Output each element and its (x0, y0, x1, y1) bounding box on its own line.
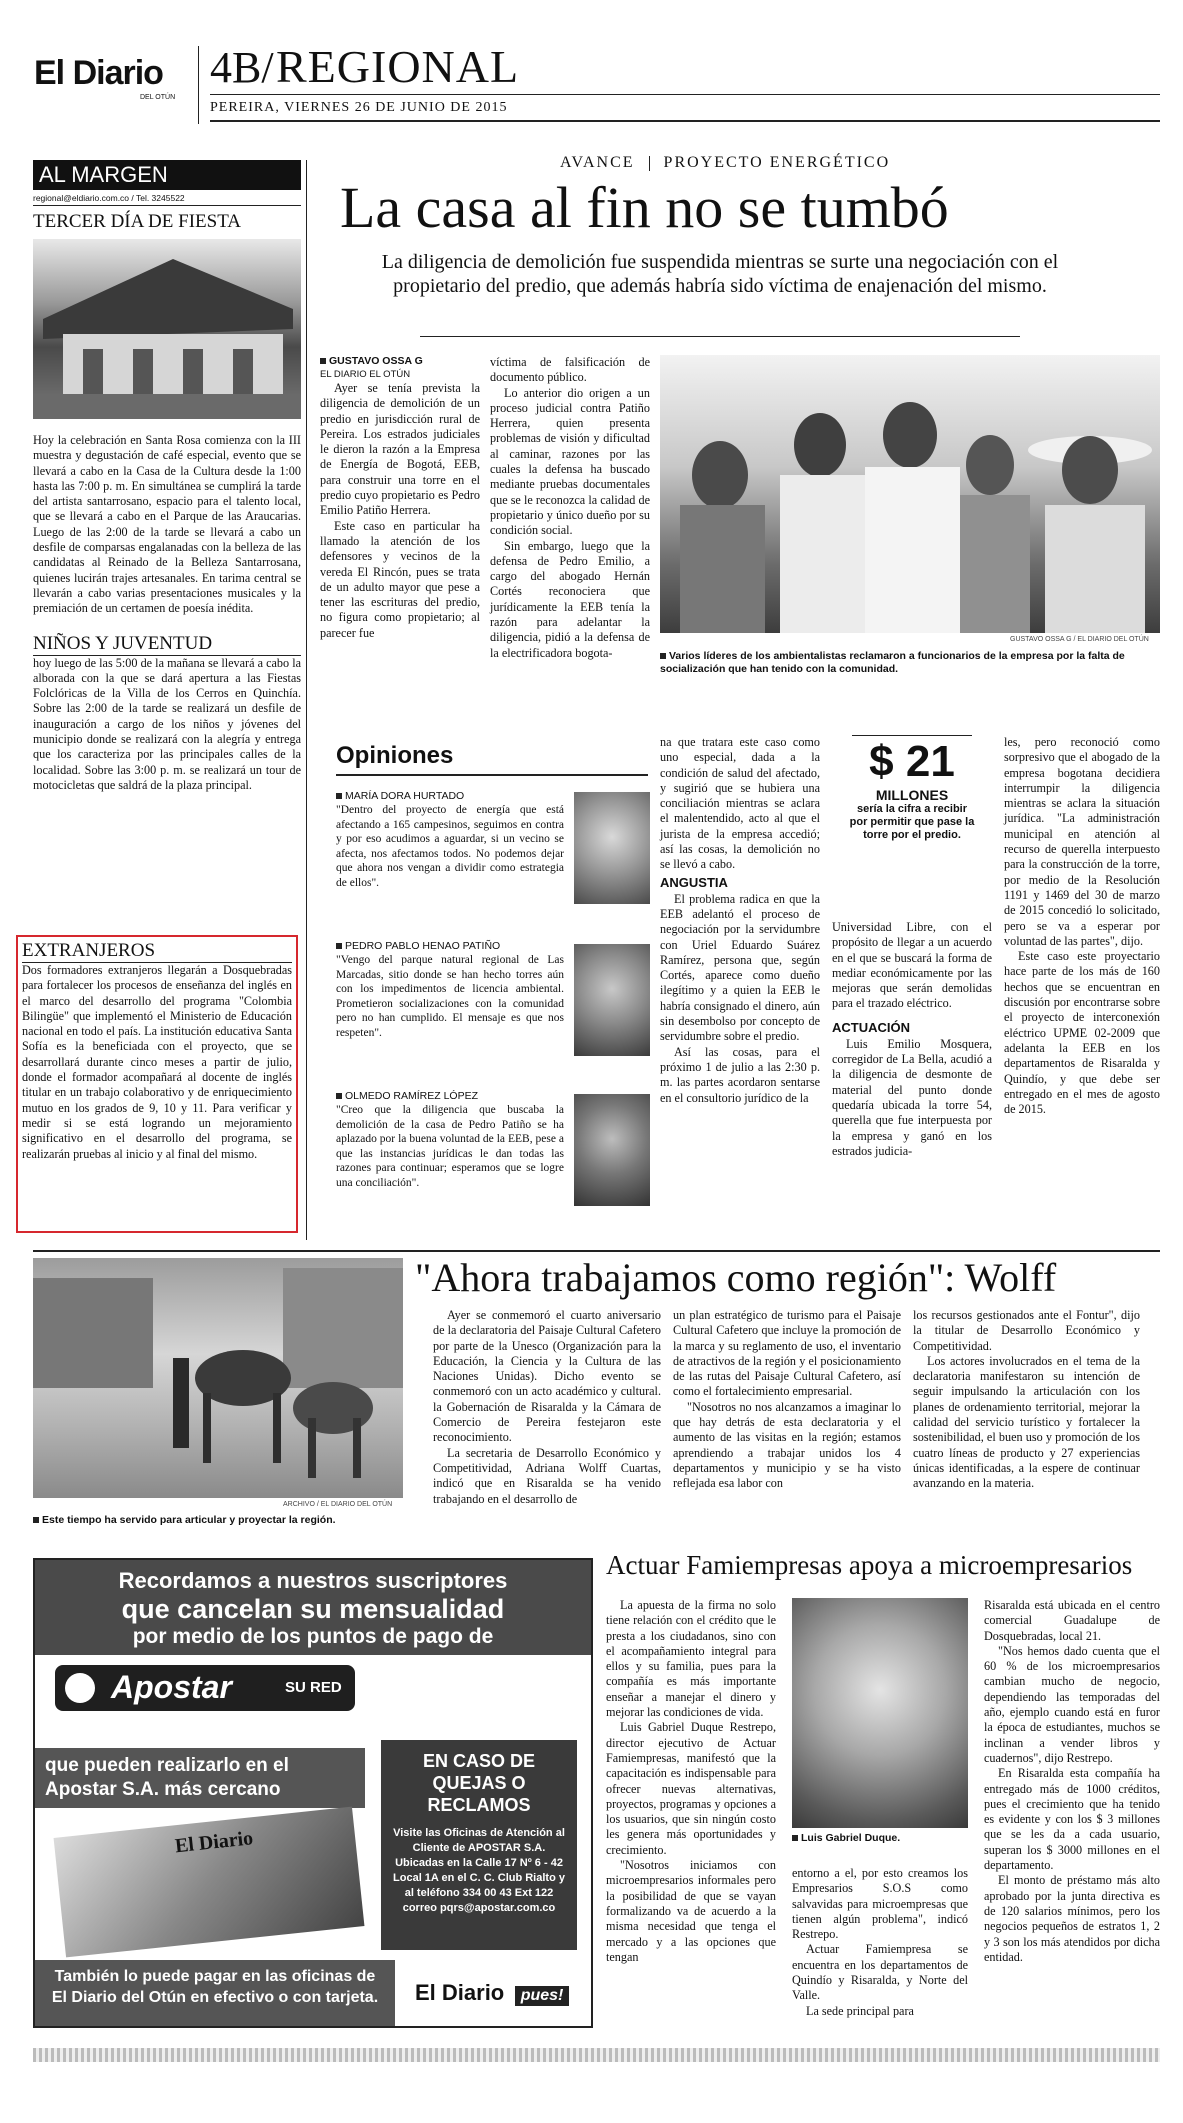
opinion-quote: "Creo que la diligencia que buscaba la demolición de la casa de Pedro Patiño se ha aplazado por la buena voluntad de la EEB, pese a que las instancias jurídicas le dan todas las razones para continuar; esperamos que se logre una conciliación". (336, 1104, 564, 1189)
ad-line2: que cancelan su mensualidad (121, 1594, 505, 1624)
col1b-text: Este caso en particular ha llamado la atención de los defensores y vecinos de la vereda El Rincón, pues se trata de un adulto mayor que pese a tener las escrituras del predio, no figura como propietario; al parecer fue (320, 518, 480, 640)
subhead-actuacion: ACTUACIÓN (832, 1019, 910, 1035)
footer-logo: El Diario (415, 1980, 505, 2005)
opinion-quote: "Dentro del proyecto de energía que está afectando a 165 campesinos, seguimos en contra y por eso acudimos a aguardar, si un vecino se afecta, nos afectamos todos. No podemos dejar que ahora nos vengan a dividir como estrategia de ellos". (336, 804, 564, 889)
photo-caption-text: Varios líderes de los ambientalistas reclamaron a funcionarios de la empresa por la falta de socialización que han tenido con la comunidad. (660, 650, 1125, 675)
col1-text: Ayer se tenía prevista la diligencia de demolición de un predio en jurisdicción rural de Pereira. Los estrados judiciales le dieron la razón a la Empresa de Energía de Bogotá, EEB, para construir una torre en el predio cuyo propietario es Pedro Emilio Patiño Herrera. (320, 381, 480, 518)
masthead-logo: El Diario (34, 54, 163, 92)
author-org: EL DIARIO EL OTÚN (320, 369, 411, 380)
newspaper-logo: El Diario (173, 1827, 255, 1858)
col4a-text: Universidad Libre, con el propósito de llegar a un acuerdo en el que se buscará la forma de mediar económicamente por las mejoras que serán demolidas para el trazado eléctrico. (832, 920, 992, 1011)
kicker (560, 154, 890, 172)
dateline: PEREIRA, VIERNES 26 DE JUNIO DE 2015 (210, 100, 508, 115)
horses-photo (33, 1258, 403, 1498)
house-illustration (33, 239, 301, 419)
author: GUSTAVO OSSA G (329, 355, 423, 367)
photo-caption-text: Este tiempo ha servido para articular y proyectar la región. (42, 1514, 336, 1526)
section-title: NIÑOS Y JUVENTUD (33, 633, 301, 656)
complaints-box (381, 1740, 577, 1950)
col3c-text: Así las cosas, para el próximo 1 de julio a las 2:30 p. m. las partes acordaron sentarse en el consultorio jurídico de la (660, 1044, 820, 1105)
wolff-col2b: "Nosotros no nos alcanzamos a imaginar lo que hay detrás de esta declaratoria y el aumento de las visitas en la región; estamos aprendiendo a trabajar unidos los 4 departamentos y municipio y se ha visto reflejada esa labor con (673, 1399, 901, 1491)
subhead-angustia: ANGUSTIA (660, 874, 728, 890)
portrait-photo (792, 1598, 968, 1828)
section-title: EXTRANJEROS (22, 940, 292, 963)
opinion-name: OLMEDO RAMÍREZ LÓPEZ (345, 1090, 479, 1102)
fami-article (606, 1550, 1160, 2050)
opinion-name: MARÍA DORA HURTADO (345, 790, 465, 802)
fami-col3c: En Risaralda esta compañía ha entregado más de 1000 créditos, pues el crecimiento que ha tenido es evidente y con los $ 3 millones que se les da a cada usuario, superan los $ 3000 millones en el departamento. (984, 1766, 1160, 1873)
page-number: 4B/ (210, 43, 274, 92)
newspaper-stack (54, 1807, 365, 1958)
fact-text: sería la cifra a recibir por permitir que pase la torre por el predio. (849, 803, 975, 841)
col3b-text: El problema radica en que la EEB adelantó el proceso de negociación por la servidumbre con Uriel Eduardo Suárez Ramírez, persona que, según Cortés, aparece como dueño ilegítimo y a quien la EEB le habría consignado el dinero, aún sin desembolso por concepto de servidumbre sobre el predio. (660, 891, 820, 1044)
ad-line1: Recordamos a nuestros suscriptores (118, 1568, 508, 1593)
sidebar-header: AL MARGEN (33, 160, 301, 190)
house-photo (33, 239, 301, 419)
photo-credit: ARCHIVO / EL DIARIO DEL OTÚN (283, 1501, 393, 1508)
opinion-item (336, 1090, 648, 1230)
complaints-title: EN CASO DE QUEJAS O RECLAMOS (422, 1751, 536, 1815)
sidebar (33, 160, 301, 793)
fami-headline: Actuar Famiempresas apoya a microempresarios (606, 1550, 1133, 1580)
kicker-left: AVANCE (560, 154, 635, 171)
fami-col2c: La sede principal para (806, 2003, 914, 2018)
wolff-col2: un plan estratégico de turismo para el Paisaje Cultural Cafetero que incluye la promoción de la marca y su reglamento de uso, el inventario de atractivos de la región y el posicionamiento de las rutas del Paisaje Cultural Cafetero, así como el fortalecimiento empresarial. (673, 1308, 901, 1399)
ad-line5: También lo puede pagar en las oficinas de El Diario del Otún en efectivo o con tarjeta. (35, 1960, 395, 2026)
avatar (574, 944, 650, 1056)
section-title: REGIONAL (276, 41, 520, 92)
opinions-header: Opiniones (336, 742, 648, 776)
photo-credit: GUSTAVO OSSA G / EL DIARIO DEL OTÚN (1010, 636, 1149, 643)
masthead (30, 40, 1160, 130)
people-illustration (660, 355, 1160, 633)
fami-col3b: "Nos hemos dado cuenta que el 60 % de los microempresarios cambian mucho de negocio, dependiendo las temporadas del año, ejemplo cuando está en furor la época de estudiantes, muchos se inclinan a vender libros y cuadernos", dijo Restrepo. (984, 1643, 1160, 1765)
fami-col2: entorno a el, por esto creamos los Empresarios S.O.S como salvavidas para microempresas que tienen algún problema", indicó Restrepo. (792, 1866, 968, 1942)
photo-caption-text: Luis Gabriel Duque. (801, 1832, 901, 1844)
wolff-col3b: Los actores involucrados en el tema de la declaratoria manifestaron su intención de seguir impulsando la articulación con los planes de ordenamiento territorial, mejorar la calidad del servicio turístico y fortalecer la sostenibilidad, el buen uso y promoción de los cuatro líneas de producto y 27 experiencias únicas identificadas, a la espere de continuar avanzando en la materia. (913, 1353, 1140, 1491)
protest-photo (660, 355, 1160, 633)
bullet-icon (336, 1093, 342, 1099)
section-title: TERCER DÍA DE FIESTA (33, 211, 242, 232)
sidebar-s1-text: Hoy la celebración en Santa Rosa comienza con la III muestra y degustación de café especial, evento que se llevará a cabo en la Casa de la Cultura desde la 1:00 hasta las 7:00 p. m. En simultánea se cumplirá la tarde del artista santarrosano, espacio para el talento local, que se llevará a cabo en el Parque de las Araucarias. Luego de las 2:00 de la tarde se llevará a cabo un desfile de comparsas engalanadas con la belleza de las candidatas al Reinado de la Belleza Santarrosana, quienes lucirán trajes artesanales. En tarima central se llevarán a cabo varias presentaciones musicales y la premiación de un certamen de poesía inédita. (33, 433, 301, 616)
col2c-text: Sin embargo, luego que la defensa de Pedro Emilio, a cargo del abogado Hernán Cortés reconociera que jurídicamente la EEB tenía la razón para adelantar la diligencia, pidió a la defensa de la electrificadora bogota- (490, 538, 650, 660)
apostar-logo-icon (65, 1673, 95, 1703)
fact-box (832, 735, 992, 842)
fami-col3d: El monto de préstamo más alto aprobado por la junta directiva es de 120 salarios mínimos, pero los negocios pequeños de estratos 1, 2 y 3 son los más atendidos por dicha entidad. (984, 1873, 1160, 1964)
apostar-ad[interactable] (33, 1558, 593, 2028)
fami-col1b: Luis Gabriel Duque Restrepo, director ejecutivo de Actuar Famiempresas, manifestó que la capacitación es indispensable para ofrecer nuevas alternativas, proyectos, programas y opciones a los usuarios, que sin ningún costo les genera más oportunidades y crecimiento. (606, 1720, 776, 1857)
col4b-text: Luis Emilio Mosquera, corregidor de La Bella, acudió a la diligencia de desmonte de material del punto donde quedaría ubicada la torre 54, querella que fue interpuesta por la empresa y ganó en los estrados judicia- (832, 1036, 992, 1158)
ad-line3: por medio de los puntos de pago de (132, 1625, 494, 1648)
fact-amount: $ 21 (869, 737, 955, 786)
ad-brand-band (35, 1655, 591, 1721)
sidebar-s2-text: hoy luego de las 5:00 de la mañana se llevará a cabo la alborada con la que se dará apertura a las Fiestas Folclóricas de la Villa de los Cerros en Quinchía. Sobre las 2:00 de la tarde se realizará un desfile de inauguración a cargo de los niños y jóvenes del municipio donde se realizará con la alegría y entrega que los caracteriza por las principales calles de la localidad. Sobre las 3:00 p. m. se realizará un tour de motocicletas que saldrá de la plaza principal. (33, 655, 301, 792)
horses-illustration (33, 1258, 403, 1498)
bullet-icon (660, 653, 666, 659)
opinion-name: PEDRO PABLO HENAO PATIÑO (345, 940, 501, 952)
col5b-text: Este caso este proyectario hace parte de los más de 160 hechos que se encuentran en discusión por encontrarse sobre el proyecto de interconexión eléctrico UPME 02-2009 que adelanta la EEB en los departamentos de Risaralda y Quindío, y que debe ser entregado en el mes de agosto de 2015. (1004, 949, 1160, 1117)
main-article (320, 150, 1160, 1240)
bullet-icon (336, 943, 342, 949)
opinions-box (336, 742, 648, 1230)
wolff-headline: "Ahora trabajamos como región": Wolff (415, 1255, 1057, 1300)
opinion-item (336, 790, 648, 930)
opinion-quote: "Vengo del parque natural regional de Las Marcadas, sitio donde se han hecho torres aún con los impedimentos de licencia ambiental. Prometieron socializaciones con la comunidad pero no han cumplido. El mensaje es que nos respeten". (336, 954, 564, 1039)
col3a-text: na que tratara este caso como uno especial, dada a la condición de salud del afectado, y sugirió que se hubiera una conciliación mientras se aclara el malentendido, acto al que el jurista de la empresa accedió; así las cosas, la demolición no se llevó a cabo. (660, 735, 820, 872)
headline: La casa al fin no se tumbó (340, 175, 949, 240)
complaints-text: Visite las Oficinas de Atención al Cliente de APOSTAR S.A. Ubicadas en la Calle 17 Nº 6 - 42 Local 1A en el C. C. Club Rialto y al teléfono 334 00 43 Ext 122 correo pqrs@apostar.com.co (393, 1827, 565, 1914)
fami-col3: Risaralda está ubicada en el centro comercial Guadalupe de Dosquebradas, local 21. (984, 1598, 1160, 1643)
fact-unit: MILLONES (875, 787, 949, 803)
avatar (574, 1094, 650, 1206)
deck: La diligencia de demolición fue suspendida mientras se surte una negociación con el propietario del predio, que además habría sido víctima de enajenación del mismo. (381, 251, 1059, 297)
photo-caption (792, 1832, 968, 1845)
col2a-text: víctima de falsificación de documento público. (490, 355, 650, 385)
masthead-logo-sub: DEL OTÚN (140, 94, 176, 101)
apostar-brand2: SU RED (285, 1679, 342, 1696)
wolff-article (33, 1255, 1160, 1538)
photo-caption (33, 1514, 403, 1527)
bullet-icon (320, 358, 326, 364)
col5a-text: les, pero reconoció como sorpresivo que el abogado de la empresa bogotana decidiera interrumpir la diligencia mientras se aclara la situación jurídica. "La administración municipal en atención al recurso de querella interpuesto para la construcción de la torre, por medio de la Resolución 1191 y 1469 del 30 de marzo de 2015 concedió lo solicitado, pero se va a esperar por voluntad de las partes", dijo. (1004, 735, 1160, 948)
opinion-item (336, 940, 648, 1080)
ad-footer-logos (415, 1980, 585, 2014)
fami-col2b: Actuar Famiempresa se encuentra en los departamentos de Quindío y Risaralda, y Norte del Valle. (792, 1942, 968, 2003)
ad-top-band (35, 1560, 591, 1655)
wolff-col3: los recursos gestionados ante el Fontur", dijo la titular de Desarrollo Económico y Competitividad. (913, 1308, 1140, 1353)
apostar-logo (55, 1665, 355, 1711)
photo-caption (660, 650, 1160, 676)
col2b-text: Lo anterior dio origen a un proceso judicial contra Patiño Herrera, quien presenta problemas de visión y dificultad al caminar, razones por las cuales la defensa ha buscado mediante pruebas documentales que se le reconozca la calidad de propietario y único dueño por su condición social. (490, 385, 650, 538)
bullet-icon (33, 1517, 39, 1523)
footer-logo2: pues! (515, 1986, 570, 2006)
sidebar-s3-text: Dos formadores extranjeros llegarán a Dosquebradas para fortalecer los procesos de enseñanza del inglés en el marco del desarrollo del programa "Colombia Bilingüe" que implementó el Ministerio de Educación nacional en todo el país. La institución educativa Santa Sofía es la beneficiada con el proyecto, que se desarrollará durante cinco meses a partir de julio, donde el formador acompañará al docente de inglés titular en un trabajo colaborativo y de enriquecimiento mutuo en los grados de 9, 10 y 11. Para verificar y medir si se está logrando un mejoramiento significativo en el desarrollo del programa, se realizarán pruebas al inicio y al final del mismo. (22, 963, 292, 1161)
ad-line4: que pueden realizarlo en el Apostar S.A. más cercano (35, 1748, 365, 1808)
wolff-col1b: La secretaria de Desarrollo Económico y Competitividad, Adriana Wolff Cuartas, indicó que en Risaralda se ha venido trabajando en el desarrollo de (433, 1445, 661, 1506)
sidebar-contact: regional@eldiario.com.co / Tel. 3245522 (33, 193, 301, 206)
apostar-brand: Apostar (111, 1669, 232, 1705)
wolff-col1: Ayer se conmemoró el cuarto aniversario de la declaratoria del Paisaje Cultural Cafetero por parte de la Unesco (Organización para la Educación, la Ciencia y la Cultura de las Naciones Unidas). Dicho evento se conmemoró con un acto académico y cultural. la Gobernación de Risaralda y la Cámara de Comercio de Pereira festejaron este reconocimiento. (433, 1308, 661, 1445)
kicker-right: PROYECTO ENERGÉTICO (663, 154, 891, 171)
avatar (574, 792, 650, 904)
bullet-icon (336, 793, 342, 799)
bullet-icon (792, 1835, 798, 1841)
fami-col1: La apuesta de la firma no solo tiene relación con el crédito que le presta a los ciudadanos, sino con el acompañamiento integral para ellos y su familia, pues para la compañía es más importante enseñar a manejar el dinero y mejorar las condiciones de vida. (606, 1598, 776, 1720)
fami-col1c: "Nosotros iniciamos con microempresarios informales pero la posibilidad de que se vayan formalizando va de acuerdo a la misma necesidad que tenga el mercado y a las opciones que tengan (606, 1858, 776, 1964)
extranjeros-box (16, 935, 298, 1233)
